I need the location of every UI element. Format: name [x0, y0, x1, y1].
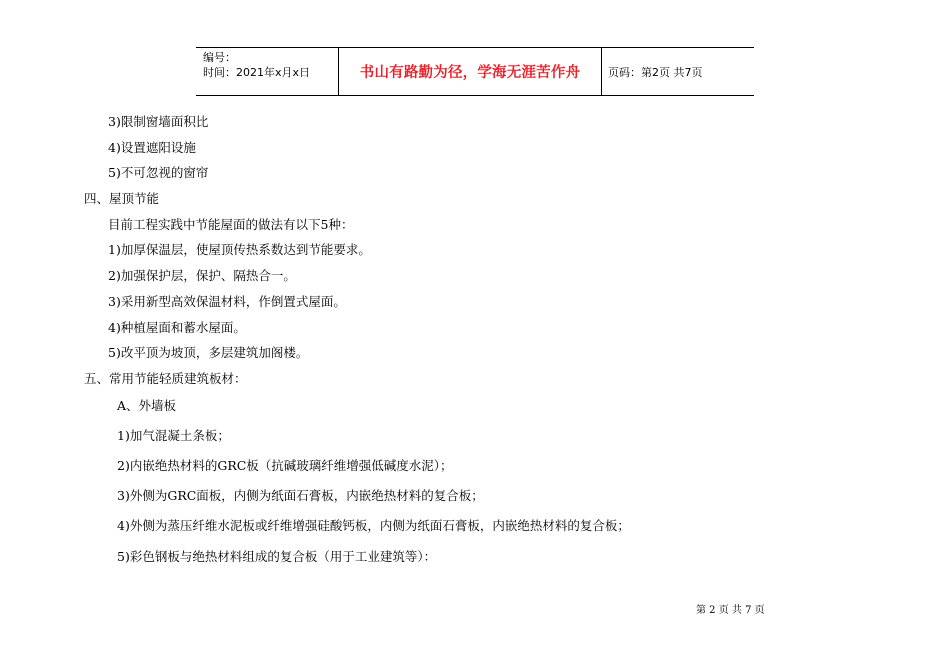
body-line: 2)内嵌绝热材料的GRC板（抗碱玻璃纤维增强低碱度水泥）；: [117, 458, 453, 473]
body-line: 1)加气混凝土条板；: [117, 428, 230, 443]
body-line: 2)加强保护层，保护、隔热合一。: [108, 268, 296, 283]
body-line: 4)设置遮阳设施: [108, 140, 196, 155]
body-line: 5)不可忽视的窗帘: [108, 165, 209, 180]
body-line: 4)种植屋面和蓄水屋面。: [108, 320, 246, 335]
header-motto-cell: [338, 48, 602, 95]
page-footer: 第 2 页 共 7 页: [696, 605, 765, 616]
body-line: 5)改平顶为坡顶，多层建筑加阁楼。: [108, 345, 309, 360]
page-header: [196, 47, 754, 96]
section-heading: 四、屋顶节能: [84, 191, 160, 206]
subsection-heading: A、外墙板: [117, 398, 177, 413]
section-heading: 五、常用节能轻质建筑板材：: [84, 371, 247, 386]
body-line: 1)加厚保温层，使屋顶传热系数达到节能要求。: [108, 242, 371, 257]
header-meta: [196, 48, 338, 95]
body-line: 3)限制窗墙面积比: [108, 114, 209, 129]
number-label: 编号：: [203, 51, 236, 64]
body-line: 目前工程实践中节能屋面的做法有以下5种：: [108, 217, 354, 232]
time-label: 时间：2021年x月x日: [203, 66, 311, 79]
body-line: 3)外侧为GRC面板，内侧为纸面石膏板，内嵌绝热材料的复合板；: [117, 488, 484, 503]
motto-text: 书山有路勤为径，学海无涯苦作舟: [359, 65, 581, 81]
header-page-cell: [602, 48, 754, 95]
body-line: 4)外侧为蒸压纤维水泥板或纤维增强硅酸钙板，内侧为纸面石膏板，内嵌绝热材料的复合板；: [117, 518, 630, 533]
body-line: 3)采用新型高效保温材料，作倒置式屋面。: [108, 294, 346, 309]
page-code: 页码：第2页 共7页: [608, 65, 703, 79]
body-line: 5)彩色钢板与绝热材料组成的复合板（用于工业建筑等）：: [117, 549, 437, 564]
